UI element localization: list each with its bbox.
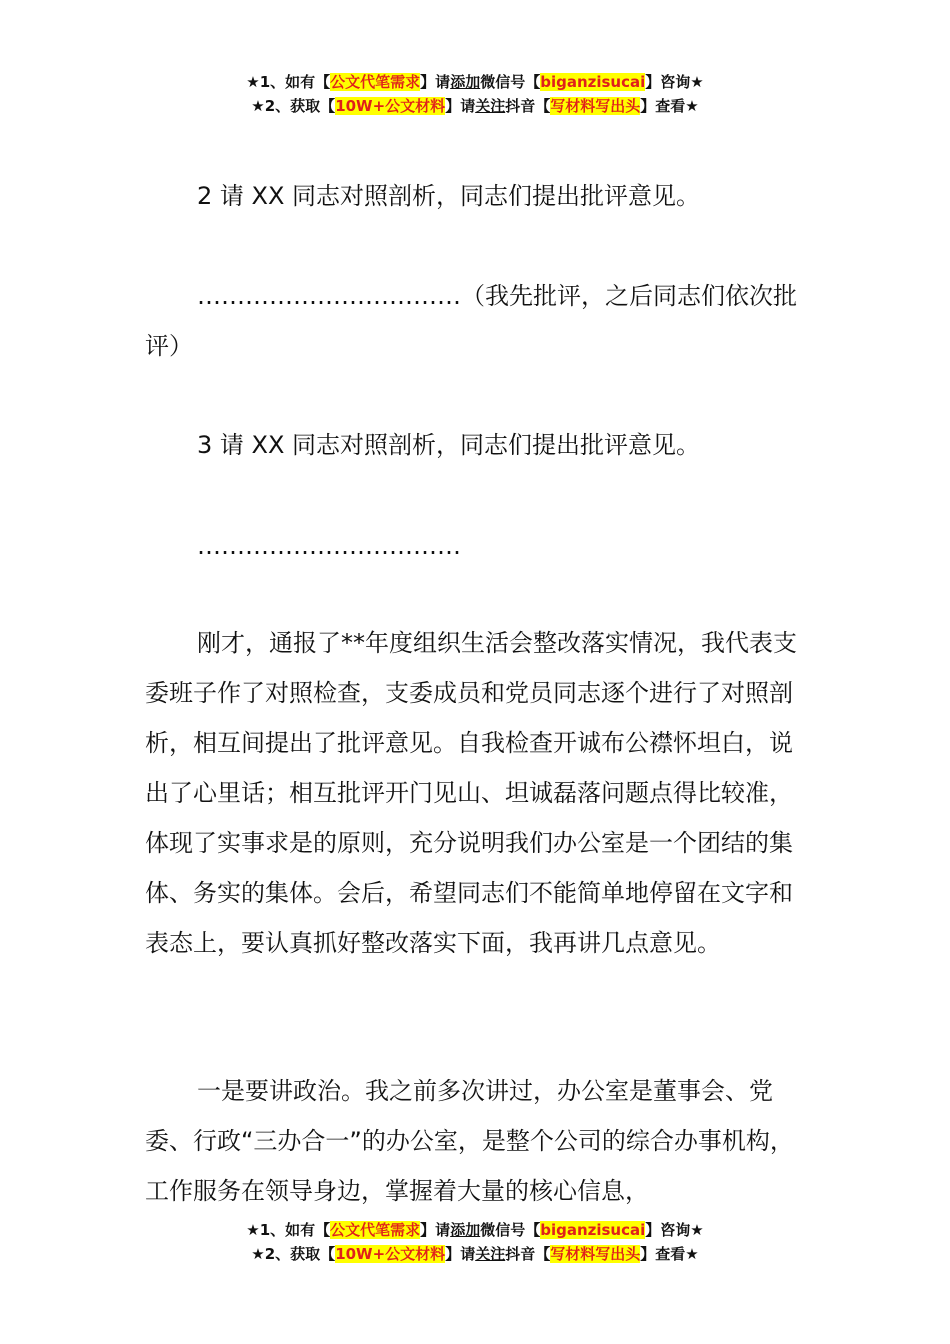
header-banner xyxy=(0,70,950,118)
banner-text: 】查看★ xyxy=(640,97,699,115)
banner-text: 抖音【 xyxy=(505,1245,551,1263)
banner-highlight: 写材料写出头 xyxy=(550,97,641,115)
banner-text: ★1、如有【 xyxy=(246,73,331,91)
banner-text: 】请 xyxy=(420,73,451,91)
banner-text: 】查看★ xyxy=(640,1245,699,1263)
banner-text: 】咨询★ xyxy=(645,1221,704,1239)
paragraph: 2 请 XX 同志对照剖析，同志们提出批评意见。 xyxy=(197,182,701,210)
paragraph: …………………………… xyxy=(197,532,461,560)
banner-highlight: biganzisucai xyxy=(540,1221,646,1239)
banner-underlined: 关注 xyxy=(475,97,506,115)
paragraph: 一是要讲政治。我之前多次讲过，办公室是董事会、党委、行政“三办合一”的办公室，是整个公司的综合办事机构，工作服务在领导身边，掌握着大量的核心信息， xyxy=(145,1077,794,1205)
banner-underlined: 添加 xyxy=(450,73,481,91)
banner-text: 】咨询★ xyxy=(645,73,704,91)
banner-highlight: 10W+公文材料 xyxy=(335,1245,446,1263)
banner-text: ★2、获取【 xyxy=(251,1245,336,1263)
banner-text: 】请 xyxy=(445,97,476,115)
paragraph: 刚才，通报了**年度组织生活会整改落实情况，我代表支委班子作了对照检查，支委成员和党员同志逐个进行了对照剖析，相互间提出了批评意见。自我检查开诚布公襟怀坦白，说出了心里话；相互批评开门见山、坦诚磊落问题点得比较准，体现了实事求是的原则，充分说明我们办公室是一个团结的集体、务实的集体。会后，希望同志们不能简单地停留在文字和表态上，要认真抓好整改落实下面，我再讲几点意见。 xyxy=(145,629,797,957)
banner-text: ★1、如有【 xyxy=(246,1221,331,1239)
banner-line-2 xyxy=(0,94,950,118)
paragraph: ……………………………（我先批评，之后同志们依次批评） xyxy=(145,282,797,360)
banner-text: 】请 xyxy=(445,1245,476,1263)
banner-text: 微信号【 xyxy=(480,73,541,91)
banner-highlight: 10W+公文材料 xyxy=(335,97,446,115)
banner-line-2 xyxy=(0,1242,950,1266)
banner-highlight: 写材料写出头 xyxy=(550,1245,641,1263)
footer-banner xyxy=(0,1218,950,1266)
banner-highlight: 公文代笔需求 xyxy=(330,1221,421,1239)
banner-text: 抖音【 xyxy=(505,97,551,115)
banner-text: 微信号【 xyxy=(480,1221,541,1239)
banner-text: 】请 xyxy=(420,1221,451,1239)
paragraph: 3 请 XX 同志对照剖析，同志们提出批评意见。 xyxy=(197,431,701,459)
banner-underlined: 关注 xyxy=(475,1245,506,1263)
banner-line-1 xyxy=(0,1218,950,1242)
banner-highlight: 公文代笔需求 xyxy=(330,73,421,91)
banner-underlined: 添加 xyxy=(450,1221,481,1239)
banner-line-1 xyxy=(0,70,950,94)
banner-text: ★2、获取【 xyxy=(251,97,336,115)
banner-highlight: biganzisucai xyxy=(540,73,646,91)
